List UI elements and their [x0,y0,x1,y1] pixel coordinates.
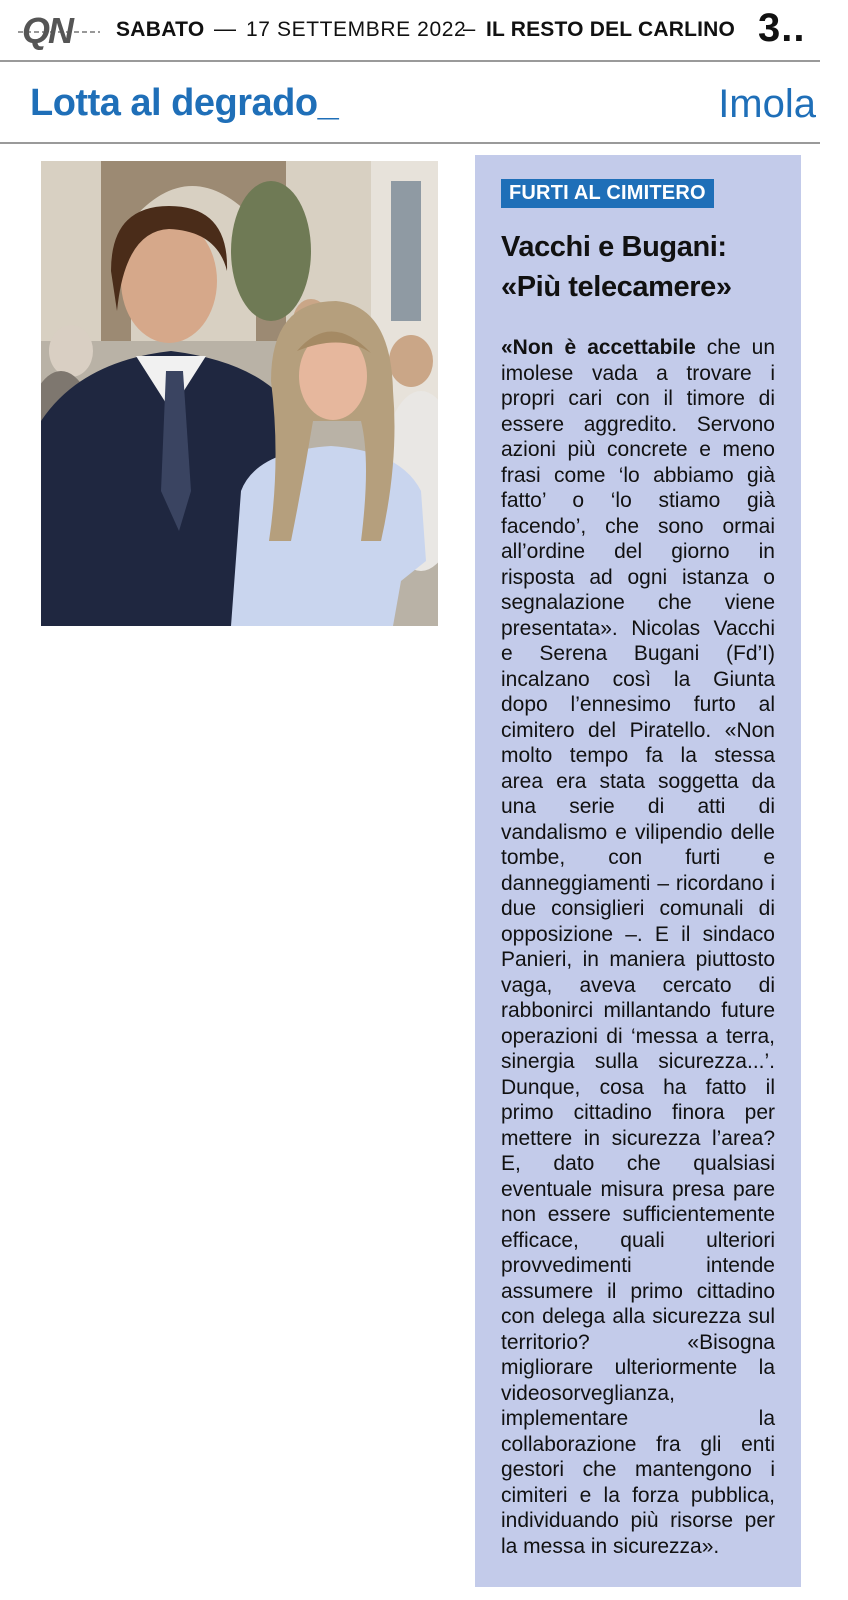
article-body [501,335,775,1559]
article-photo [41,161,438,626]
article-kicker: FURTI AL CIMITERO [501,179,714,208]
section-title: Lotta al degrado_ [30,82,339,124]
masthead-date: 17 SETTEMBRE 2022 [246,18,467,41]
section-header [0,64,820,144]
photo-of-two-people-icon [41,161,438,626]
article-lead: «Non è accettabile [501,336,696,359]
article-body-text: che un imolese vada a trovare i propri cari con il timore di essere aggredito. Servono azioni più concrete e meno frasi come ‘lo abbiamo già fatto’ o ‘lo stiamo già facendo’, che sono ormai all’ordine del giorno in risposta ad ogni istanza o segnalazione che viene presentata». Nicolas Vacchi e Serena Bugani (Fd’I) incalzano così la Giunta dopo l’ennesimo furto al cimitero del Piratello. «Non molto tempo fa la stessa area era stata soggetta da una serie di atti di vandalismo e vilipendio delle tombe, con furti e danneggiamenti – ricordano i due consiglieri comunali di opposizione –. E il sindaco Panieri, in maniera piuttosto vaga, aveva cercato di rabbonirci millantando future operazioni di ‘messa a terra, sinergia sulla sicurezza...’. Dunque, cosa ha fatto il primo cittadino finora per mettere in sicurezza l’area? E, dato che qualsiasi eventuale misura presa pare non essere sufficientemente efficace, quali ulteriori provvedimenti intende assumere il primo cittadino con delega alla sicurezza sul territorio? «Bisogna migliorare ulteriormente la videosorveglianza, implementare la collaborazione fra gli enti gestori che mantengono i cimiteri e la forza pubblica, individuando più risorse per la messa in sicurezza». [501,336,776,1558]
masthead-day: SABATO [116,18,205,41]
masthead [0,0,820,62]
article-headline: Vacchi e Bugani: «Più telecamere» [501,231,732,303]
masthead-newspaper-name: IL RESTO DEL CARLINO [486,18,736,41]
qn-logo [18,10,100,50]
article-sidebar [475,155,801,1587]
masthead-separator: — [214,16,236,41]
masthead-separator-2: – [463,16,476,41]
qn-logo-text: QN [22,10,72,50]
section-city: Imola [718,82,816,126]
page-number: 3.. [758,6,806,50]
